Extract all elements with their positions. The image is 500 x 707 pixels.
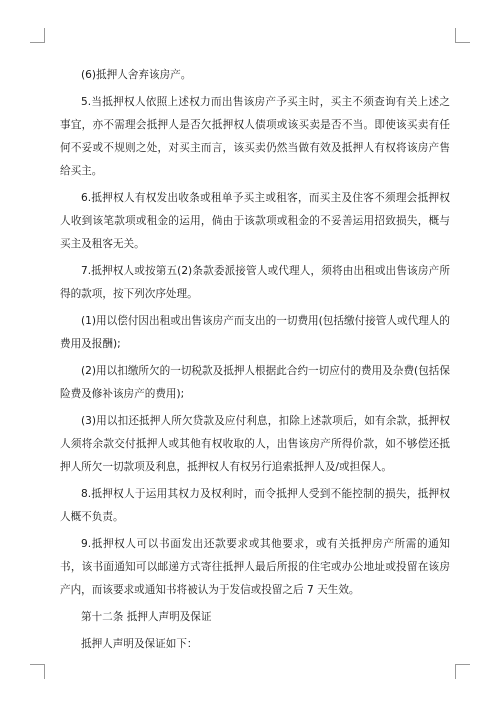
clause-5: 5.当抵押权人依照上述权力而出售该房产予买主时，买主不须查询有关上述之事宜，亦不需理会抵押人是否欠抵押权人债项或该买卖是否不当。即使该买卖有任何不妥或不规则之处，对买主而言，该买卖仍然当做有效及抵押人有权将该房产售给买主。 (60, 96, 450, 177)
clause-9: 9.抵押权人可以书面发出还款要求或其他要求，或有关抵押房产所需的通知书，该书面通知可以邮递方式寄往抵押人最后所报的住宅或办公地址或投留在该房产内，而该要求或通知书将被认为于发信或投留之后 7 天生效。 (60, 538, 450, 596)
clause-7: 7.抵押权人或按第五(2)条款委派接管人或代理人，须将由出租或出售该房产所得的款项，按下列次序处理。 (60, 265, 450, 300)
document-body (60, 64, 450, 660)
clause-7-item-3: (3)用以扣还抵押人所欠贷款及应付利息，扣除上述款项后，如有余款，抵押权人须将余款交付抵押人或其他有权收取的人，出售该房产所得价款，如不够偿还抵押人所欠一切款项及利息，抵押权人有权另行追索抵押人及/或担保人。 (60, 415, 450, 473)
clause-7-item-2: (2)用以扣缴所欠的一切税款及抵押人根据此合约一切应付的费用及杂费(包括保险费及修补该房产的费用); (60, 365, 450, 400)
clause-6-item-6: (6)抵押人舍弃该房产。 (81, 69, 192, 81)
clause-8: 8.抵押权人于运用其权力及权利时，而令抵押人受到不能控制的损失，抵押权人概不负责。 (60, 488, 450, 523)
crop-mark-bottom-right (455, 664, 470, 679)
crop-mark-bottom-left (30, 664, 45, 679)
clause-7-item-1: (1)用以偿付因出租或出售该房产而支出的一切费用(包括缴付接管人或代理人的费用及报酬); (60, 315, 450, 350)
crop-mark-top-left (30, 28, 45, 43)
clause-6: 6.抵押权人有权发出收条或租单予买主或租客，而买主及住客不须理会抵押权人收到该笔款项或租金的运用，倘由于该款项或租金的不妥善运用招致损失，概与买主及租客无关。 (60, 192, 450, 250)
article-12-heading: 第十二条 抵押人声明及保证 (81, 611, 212, 623)
article-12-intro: 抵押人声明及保证如下： (81, 638, 198, 650)
crop-mark-top-right (455, 28, 470, 43)
